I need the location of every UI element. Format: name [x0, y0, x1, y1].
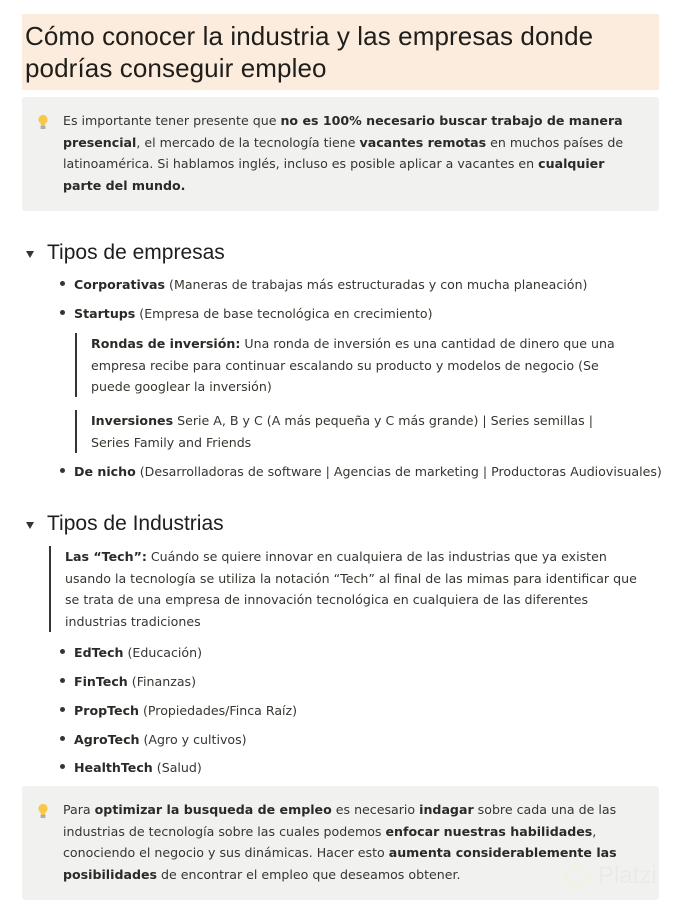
item-desc: (Educación): [123, 645, 203, 660]
callout-text: [63, 799, 641, 885]
page-title-block: [22, 14, 659, 90]
body-text: Es importante tener presente que: [63, 113, 281, 128]
item-desc: (Propiedades/Finca Raíz): [139, 703, 298, 718]
list-item: [60, 672, 196, 692]
emphasis-text: indagar: [419, 802, 474, 817]
emphasis-text: no es 100% necesario buscar trabajo de manera presencial: [63, 113, 623, 150]
bullet-icon: [60, 764, 65, 769]
bullet-icon: [60, 310, 65, 315]
lightbulb-icon: [37, 114, 49, 130]
watermark-text: Platzi: [598, 862, 657, 889]
body-text: Para: [63, 802, 95, 817]
quote-text: Serie A, B y C (A más pequeña y C más grande) | Series semillas | Series Family and Friends: [91, 413, 593, 450]
quote-text: Cuándo se quiere innovar en cualquiera de las industrias que ya existen usando la tecnología se utiliza la notación “Tech” al final de las mimas para identificar que se trata de una empresa de innovación tecnológica en cualquiera de las diferentes industrias tradiciones: [65, 549, 637, 629]
quote-term: Rondas de inversión:: [91, 336, 241, 351]
list-item: [60, 462, 662, 482]
item-desc: (Maneras de trabajas más estructuradas y con mucha planeación): [165, 277, 588, 292]
body-text: en muchos países de latinoamérica. Si hablamos inglés, incluso es posible aplicar a vacantes en: [63, 134, 624, 171]
list-item: [60, 758, 202, 778]
toggle-heading-company-types[interactable]: [26, 239, 225, 267]
page-title: Cómo conocer la industria y las empresas donde podrías conseguir empleo: [25, 21, 594, 83]
quote-investments: [75, 410, 635, 453]
callout-job-search: [22, 786, 659, 900]
platzi-logo-icon: [561, 859, 595, 893]
bullet-icon: [60, 678, 65, 683]
list-item: [60, 304, 433, 324]
bullet-icon: [60, 468, 65, 473]
item-term: Corporativas: [74, 277, 166, 292]
callout-remote-work: [22, 97, 659, 211]
item-term: FinTech: [74, 674, 128, 689]
section-heading: Tipos de empresas: [47, 241, 225, 264]
body-text: , el mercado de la tecnología tiene: [136, 134, 360, 150]
list-item: [60, 701, 297, 721]
item-desc: (Agro y cultivos): [139, 732, 247, 747]
list-item: [60, 730, 247, 750]
emphasis-text: aumenta considerablemente las posibilidades: [63, 845, 617, 882]
emphasis-text: optimizar la busqueda de empleo: [94, 802, 332, 817]
item-term: PropTech: [74, 703, 139, 718]
quote-term: Las “Tech”:: [65, 549, 147, 564]
platzi-watermark: [566, 862, 657, 890]
quote-tech: [49, 546, 649, 632]
quote-term: Inversiones: [91, 413, 174, 428]
emphasis-text: cualquier parte del mundo.: [63, 156, 605, 193]
emphasis-text: vacantes remotas: [359, 134, 487, 150]
bullet-icon: [60, 649, 65, 654]
item-term: De nicho: [74, 464, 136, 479]
quote-text: Una ronda de inversión es una cantidad de dinero que una empresa recibe para continuar escalando su producto y modelos de negocio (Se puede googlear la inversión): [91, 336, 615, 394]
bullet-icon: [60, 707, 65, 712]
item-term: EdTech: [74, 645, 124, 660]
lightbulb-icon: [37, 803, 49, 819]
toggle-triangle-icon[interactable]: [26, 251, 34, 258]
body-text: de encontrar el empleo que deseamos obtener.: [157, 866, 461, 882]
item-desc: (Finanzas): [127, 674, 197, 689]
section-heading: Tipos de Industrias: [47, 512, 224, 535]
item-desc: (Empresa de base tecnológica en crecimiento): [135, 306, 433, 321]
quote-investment-rounds: [75, 333, 635, 397]
list-item: [60, 643, 202, 663]
callout-text: [63, 110, 641, 196]
item-term: Startups: [74, 306, 136, 321]
item-desc: (Desarrolladoras de software | Agencias de marketing | Productoras Audiovisuales): [135, 464, 662, 479]
toggle-heading-industry-types[interactable]: [26, 510, 224, 538]
item-term: AgroTech: [74, 732, 140, 747]
toggle-triangle-icon[interactable]: [26, 522, 34, 529]
body-text: sobre cada una de las industrias de tecnología sobre las cuales podemos: [63, 802, 617, 839]
emphasis-text: enfocar nuestras habilidades: [385, 823, 593, 839]
bullet-icon: [60, 736, 65, 741]
body-text: , conociendo el negocio y sus dinámicas. Hacer esto: [63, 823, 597, 860]
item-desc: (Salud): [152, 760, 202, 775]
list-item: [60, 275, 587, 295]
body-text: es necesario: [331, 802, 420, 817]
bullet-icon: [60, 281, 65, 286]
item-term: HealthTech: [74, 760, 153, 775]
